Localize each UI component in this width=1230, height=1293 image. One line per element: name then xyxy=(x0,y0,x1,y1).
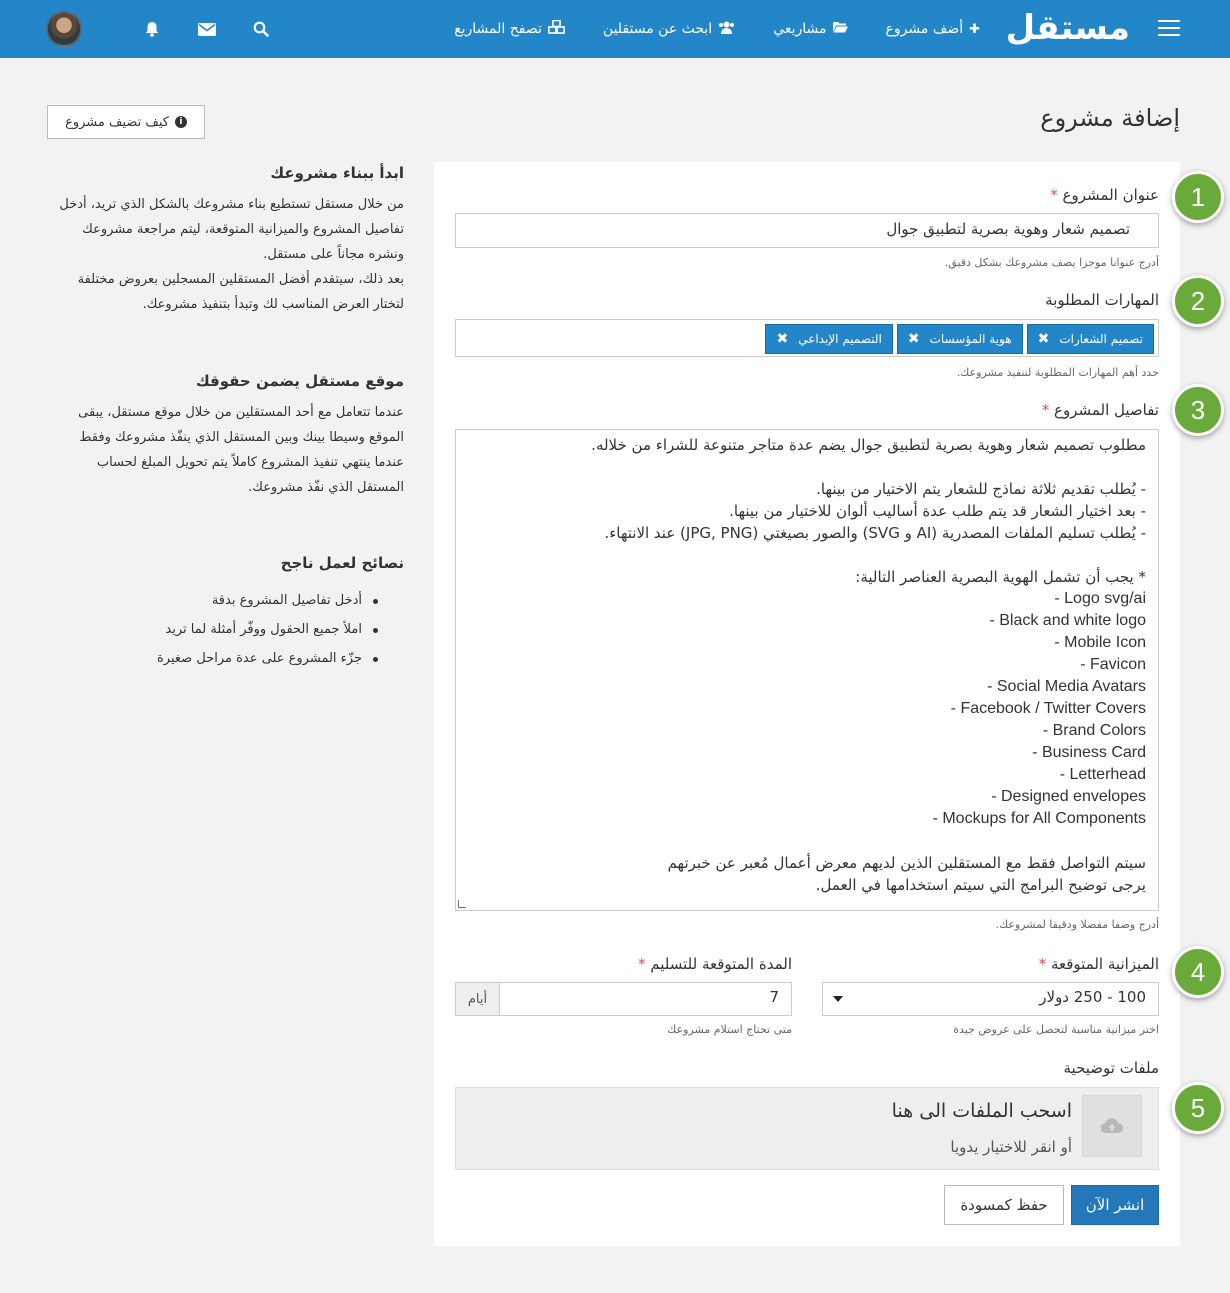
details-line: - يُطلب تسليم الملفات المصدرية (AI و SVG) والصور بصيغتي (JPG, PNG) عند الانتهاء. xyxy=(604,524,1146,542)
required-mark: * xyxy=(1038,955,1047,973)
details-line: Mockups for All Components - xyxy=(932,810,1146,827)
nav-label: أضف مشروع xyxy=(885,21,964,37)
how-to-add-project-button[interactable] xyxy=(47,105,205,139)
skills-hint: حدد أهم المهارات المطلوبة لتنفيذ مشروعك. xyxy=(956,366,1159,379)
budget-select[interactable] xyxy=(822,982,1159,1016)
plus-icon: ✚ xyxy=(969,21,980,37)
page-title: إضافة مشروع xyxy=(1040,104,1180,132)
budget-value: 100 - 250 دولار xyxy=(1039,988,1146,1006)
nav-add-project[interactable] xyxy=(886,21,980,37)
step-badge-2: 2 xyxy=(1172,275,1224,327)
info-icon: i xyxy=(175,116,187,128)
required-mark: * xyxy=(1041,401,1050,419)
sidebar-text: من خلال مستقل تستطيع بناء مشروعك بالشكل الذي تريد، أدخل تفاصيل المشروع والميزانية المتوقعة، ليتم مراجعة مشروعك ونشره مجاناً على مستقل. xyxy=(59,197,404,262)
details-line: Logo svg/ai - xyxy=(1054,590,1146,607)
details-line: - يُطلب تقديم ثلاثة نماذج للشعار يتم الاختيار من بينها. xyxy=(816,480,1146,498)
sidebar-text: بعد ذلك، سيتقدم أفضل المستقلين المسجلين بعروض مختلفة لتختار العرض المناسب لك وتبدأ بتنفيذ مشروعك. xyxy=(77,272,404,312)
details-line: Designed envelopes - xyxy=(991,788,1146,805)
envelope-icon[interactable] xyxy=(197,19,217,39)
tip-item: املأ جميع الحقول ووفّر أمثلة لما تريد xyxy=(48,615,404,644)
main-nav xyxy=(454,0,980,58)
sidebar-text: عندما تتعامل مع أحد المستقلين من خلال موقع مستقل، يبقى الموقع وسيطا بينك وبين المستقل الذي ينفّذ مشروعك وفقط عندما ينتهي تنفيذ المشروع كاملاً يتم تحويل المبلغ لحساب المستقل الذي نفّذ مشروعك. xyxy=(78,405,404,495)
nav-label: مشاريعي xyxy=(773,21,827,37)
details-line xyxy=(468,544,1146,566)
nav-browse-projects[interactable] xyxy=(454,20,565,38)
details-line: Facebook / Twitter Covers - xyxy=(950,700,1146,717)
details-line: Mobile Icon - xyxy=(1054,634,1146,651)
required-mark: * xyxy=(1050,186,1058,204)
caret-down-icon xyxy=(833,996,843,1002)
nav-find-freelancers[interactable] xyxy=(603,21,735,38)
skill-tag xyxy=(1027,324,1154,354)
details-line: - بعد اختيار الشعار قد يتم طلب عدة أساليب ألوان للاختيار من بينها. xyxy=(729,502,1146,520)
nav-label: تصفح المشاريع xyxy=(454,21,542,37)
step-badge-4: 4 xyxy=(1172,946,1224,998)
bell-icon[interactable] xyxy=(142,19,162,39)
required-mark: * xyxy=(637,955,646,973)
details-textarea[interactable] xyxy=(455,429,1159,911)
skill-tag-label: تصميم الشعارات xyxy=(1059,332,1143,346)
sidebar-heading: نصائح لعمل ناجح xyxy=(280,554,404,572)
users-icon xyxy=(718,21,735,38)
site-logo[interactable]: مستقل xyxy=(1005,8,1130,48)
duration-label xyxy=(638,955,792,973)
details-line: Letterhead - xyxy=(1059,766,1146,783)
save-draft-button[interactable]: حفظ كمسودة xyxy=(944,1185,1064,1225)
remove-tag-icon[interactable]: ✖ xyxy=(907,331,920,347)
tips-list xyxy=(48,586,404,673)
details-line: Business Card - xyxy=(1032,744,1146,761)
details-line: مطلوب تصميم شعار وهوية بصرية لتطبيق جوال يضم عدة متاجر متنوعة للشراء من خلاله. xyxy=(591,436,1146,454)
details-label-text: تفاصيل المشروع xyxy=(1054,401,1159,419)
details-line: يرجى توضيح البرامج التي سيتم استخدامها في العمل. xyxy=(815,876,1146,894)
details-label xyxy=(1042,401,1159,419)
details-hint: أدرج وصفا مفصلا ودقيقا لمشروعك. xyxy=(995,918,1159,931)
details-line: Black and white logo - xyxy=(989,612,1146,629)
file-dropzone[interactable] xyxy=(455,1087,1159,1170)
details-line: Favicon - xyxy=(1080,656,1146,673)
resize-handle-icon[interactable] xyxy=(458,900,466,908)
title-label xyxy=(1050,186,1159,204)
title-hint: أدرج عنوانا موجزا يصف مشروعك بشكل دقيق. xyxy=(944,256,1159,269)
folder-icon xyxy=(833,21,848,37)
how-button-label: كيف تضيف مشروع xyxy=(65,114,169,130)
tip-item: جزّء المشروع على عدة مراحل صغيرة xyxy=(48,644,404,673)
sidebar-heading: موقع مستقل يضمن حقوقك xyxy=(195,372,404,390)
sidebar-heading: ابدأ ببناء مشروعك xyxy=(270,164,404,182)
skill-tag xyxy=(897,324,1023,354)
dropzone-subtitle: أو انقر للاختيار يدويا xyxy=(950,1138,1072,1156)
step-badge-5: 5 xyxy=(1172,1082,1224,1134)
nav-label: ابحث عن مستقلين xyxy=(602,21,713,37)
duration-input[interactable]: 7 xyxy=(499,982,792,1016)
tip-item: أدخل تفاصيل المشروع بدقة xyxy=(48,586,404,615)
step-badge-3: 3 xyxy=(1172,384,1224,436)
details-line xyxy=(468,456,1146,478)
details-line: * يجب أن تشمل الهوية البصرية العناصر التالية: xyxy=(855,568,1146,586)
step-badge-1: 1 xyxy=(1172,171,1224,223)
skill-tag xyxy=(765,324,892,354)
remove-tag-icon[interactable]: ✖ xyxy=(776,331,789,347)
budget-label xyxy=(1039,955,1159,973)
sidebar-section-rights xyxy=(48,372,404,500)
title-label-text: عنوان المشروع xyxy=(1062,186,1159,204)
top-navbar xyxy=(0,0,1230,58)
skill-tag-label: التصميم الإبداعي xyxy=(798,332,882,346)
details-line: Brand Colors - xyxy=(1042,722,1146,739)
dropzone-title: اسحب الملفات الى هنا xyxy=(891,1100,1072,1122)
title-input[interactable]: تصميم شعار وهوية بصرية لتطبيق جوال xyxy=(455,213,1159,248)
skills-label: المهارات المطلوبة xyxy=(1045,291,1159,309)
budget-label-text: الميزانية المتوقعة xyxy=(1050,955,1159,973)
details-line xyxy=(468,830,1146,852)
publish-button[interactable]: انشر الآن xyxy=(1071,1185,1159,1225)
nav-my-projects[interactable] xyxy=(773,21,847,37)
user-avatar[interactable] xyxy=(46,11,82,47)
user-toolbar xyxy=(46,10,271,48)
menu-hamburger-icon[interactable] xyxy=(1158,20,1180,36)
skill-tag-label: هوية المؤسسات xyxy=(929,332,1012,346)
duration-unit: أيام xyxy=(455,982,500,1016)
duration-label-text: المدة المتوقعة للتسليم xyxy=(650,955,792,973)
skills-input[interactable] xyxy=(455,319,1159,357)
cubes-icon xyxy=(548,20,565,38)
sidebar-section-start xyxy=(48,164,404,317)
remove-tag-icon[interactable]: ✖ xyxy=(1037,331,1050,347)
cloud-upload-icon xyxy=(1082,1095,1142,1157)
details-line: سيتم التواصل فقط مع المستقلين الذين لديهم معرض أعمال مُعبر عن خبرتهم xyxy=(667,854,1146,872)
files-label: ملفات توضيحية xyxy=(1063,1059,1159,1077)
details-line: Social Media Avatars - xyxy=(987,678,1146,695)
duration-hint: متى تحتاج استلام مشروعك xyxy=(667,1023,792,1036)
search-icon[interactable] xyxy=(251,19,271,39)
sidebar-section-tips xyxy=(48,554,404,673)
budget-hint: اختر ميزانية مناسبة لتحصل على عروض جيدة xyxy=(953,1023,1159,1036)
